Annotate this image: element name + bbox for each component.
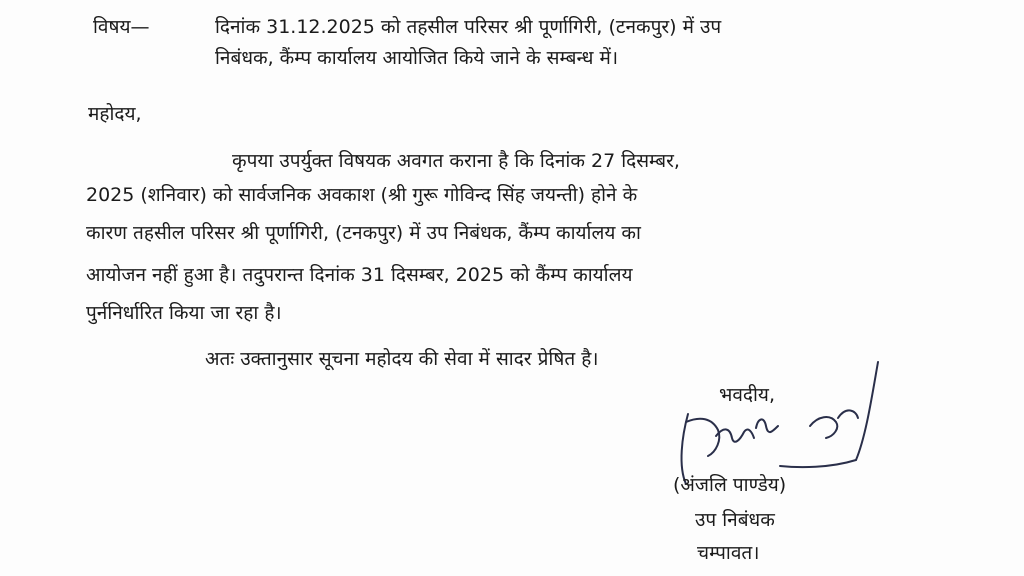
subject-line-1: दिनांक 31.12.2025 को तहसील परिसर श्री पूर्णागिरी, (टनकपुर) में उप [215, 16, 722, 38]
subject-label: विषय— [93, 16, 150, 38]
salutation: महोदय, [88, 103, 142, 125]
body-line-1: कृपया उपर्युक्त विषयक अवगत कराना है कि दिनांक 27 दिसम्बर, [232, 150, 680, 172]
closing-line: अतः उक्तानुसार सूचना महोदय की सेवा में सादर प्रेषित है। [205, 348, 599, 370]
subject-line-2: निबंधक, कैंम्प कार्यालय आयोजित किये जाने के सम्बन्ध में। [215, 47, 619, 69]
body-line-4: आयोजन नहीं हुआ है। तदुपरान्त दिनांक 31 दिसम्बर, 2025 को कैंम्प कार्यालय [86, 264, 633, 286]
body-line-2: 2025 (शनिवार) को सार्वजनिक अवकाश (श्री गुरू गोविन्द सिंह जयन्ती) होने के [86, 184, 638, 206]
signatory-name: (अंजलि पाण्डेय) [673, 474, 787, 496]
signatory-place: चम्पावत। [697, 542, 760, 564]
body-line-5: पुर्ननिर्धारित किया जा रहा है। [86, 302, 282, 324]
signatory-designation: उप निबंधक [695, 509, 775, 531]
yours-faithfully: भवदीय, [719, 384, 775, 406]
body-line-3: कारण तहसील परिसर श्री पूर्णागिरी, (टनकपुर) में उप निबंधक, कैंम्प कार्यालय का [86, 222, 641, 244]
